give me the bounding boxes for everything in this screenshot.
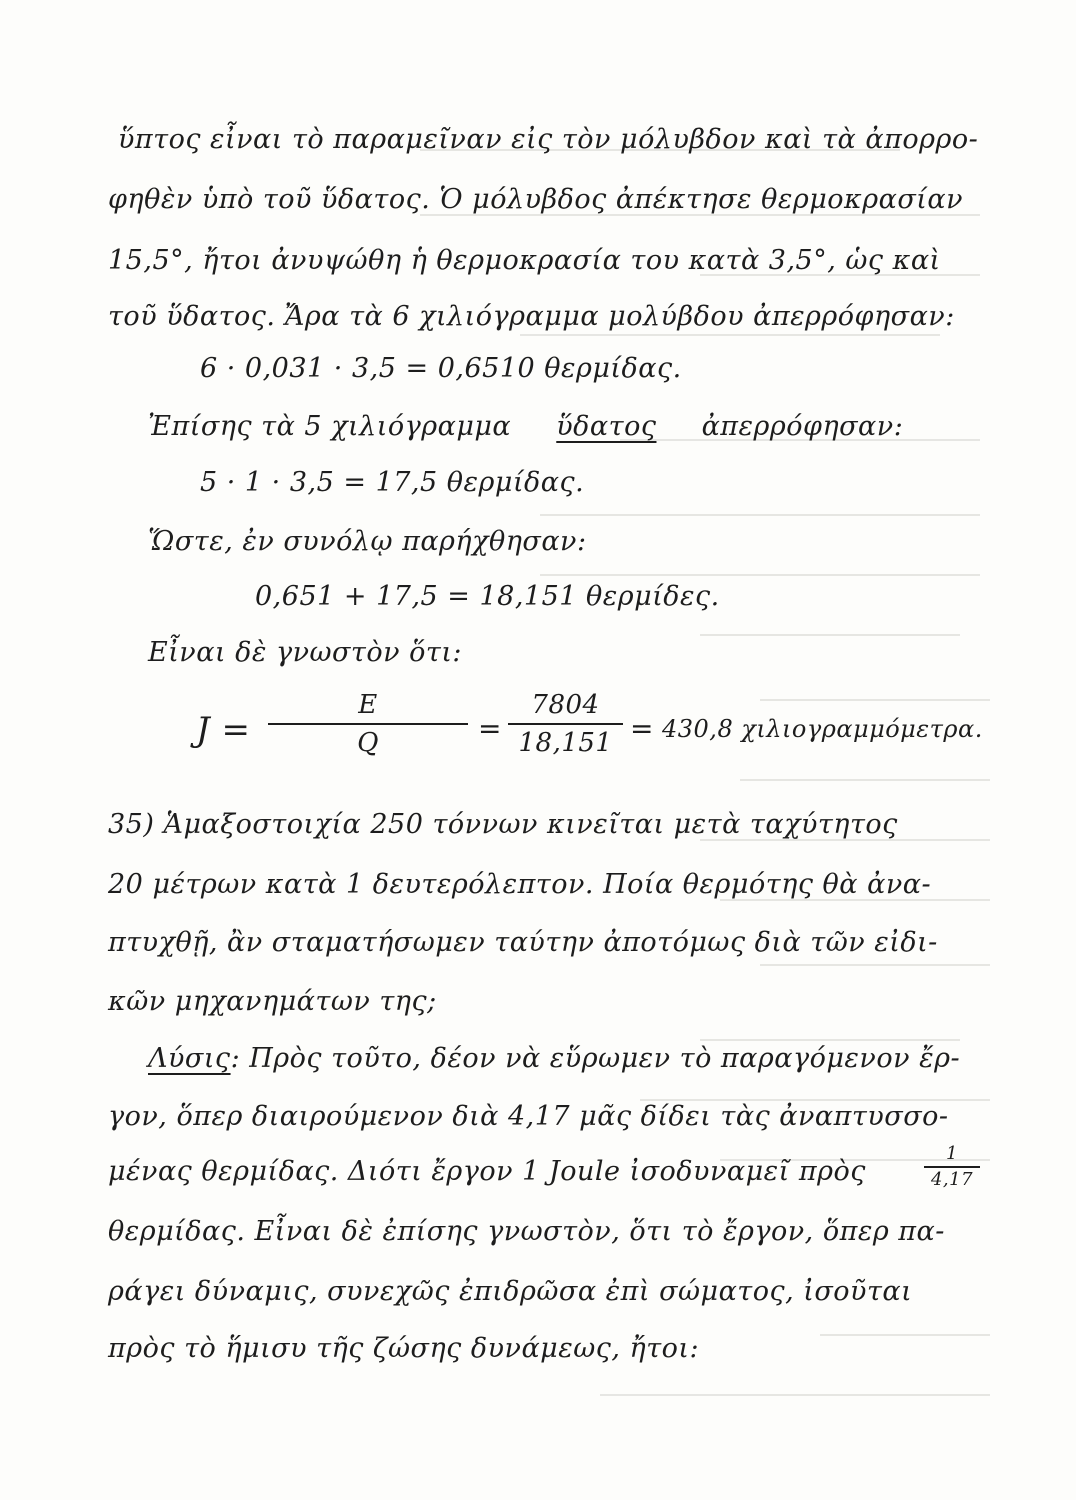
text-line-15: κῶν μηχανημάτων της; [108, 986, 437, 1017]
equation-lhs: J = [196, 710, 251, 750]
text-line-17: γον, ὅπερ διαιρούμενον διὰ 4,17 μᾶς δίδει τὰς ἀναπτυσσο- [108, 1101, 949, 1132]
equation-result: 430,8 χιλιογραμμόμετρα. [662, 715, 983, 743]
text-line-19: θερμίδας. Εἶναι δὲ ἐπίσης γνωστὸν, ὅτι τὸ ἔργον, ὅπερ πα- [108, 1216, 945, 1247]
fraction-bar [924, 1166, 980, 1168]
fraction-bar [508, 723, 623, 725]
text-line-5-calculation: 6 · 0,031 · 3,5 = 0,6510 θερμίδας. [200, 353, 682, 384]
equation-equals-2: = [478, 712, 502, 745]
equation-fraction-numeric [508, 690, 623, 758]
fraction-bar [268, 723, 468, 725]
equation-numerator-7804: 7804 [531, 690, 600, 720]
text-line-13: 20 μέτρων κατὰ 1 δευτερόλεπτον. Ποία θερμότης θὰ ἀνα- [108, 869, 932, 900]
text-line-3: 15,5°, ἤτοι ἀνυψώθη ἡ θερμοκρασία του κατὰ 3,5°, ὡς καὶ [108, 245, 941, 276]
text-line-18: μένας θερμίδας. Διότι ἔργον 1 Joule ἰσοδυναμεῖ πρὸς [108, 1156, 866, 1187]
text-line-1: ὕπτος εἶναι τὸ παραμεῖναν εἰς τὸν μόλυβδον καὶ τὰ ἀπορρο- [118, 124, 979, 155]
text-line-12-problem-35: 35) Ἁμαξοστοιχία 250 τόννων κινεῖται μετὰ ταχύτητος [108, 809, 898, 840]
equation-equals-3: = [630, 712, 654, 745]
text-line-10: Εἶναι δὲ γνωστὸν ὅτι: [148, 637, 462, 668]
text-line-2: φηθὲν ὑπὸ τοῦ ὕδατος. Ὁ μόλυβδος ἀπέκτησε θερμοκρασίαν [108, 184, 964, 215]
text-line-6-part-a: Ἐπίσης τὰ 5 χιλιόγραμμα [148, 411, 512, 442]
text-line-9-sum: 0,651 + 17,5 = 18,151 θερμίδες. [255, 581, 720, 612]
joule-fraction-numerator: 1 [946, 1143, 958, 1164]
text-line-4: τοῦ ὕδατος. Ἄρα τὰ 6 χιλιόγραμμα μολύβδου ἀπερρόφησαν: [108, 301, 955, 332]
equation-numerator-e: E [358, 690, 378, 720]
text-line-16 [148, 1042, 960, 1076]
text-line-8: Ὥστε, ἐν συνόλῳ παρήχθησαν: [148, 526, 587, 557]
text-line-21: πρὸς τὸ ἥμισυ τῆς ζώσης δυνάμεως, ἤτοι: [108, 1333, 700, 1364]
equation-fraction-e-over-q [268, 690, 468, 758]
text-line-6 [148, 410, 903, 444]
text-line-20: ράγει δύναμις, συνεχῶς ἐπιδρῶσα ἐπὶ σώματος, ἰσοῦται [108, 1276, 913, 1307]
text-line-16-rest: : Πρὸς τοῦτο, δέον νὰ εὕρωμεν τὸ παραγόμενον ἔρ- [230, 1043, 961, 1074]
solution-label: Λύσις [148, 1043, 231, 1074]
text-line-6-part-c: ἀπερρόφησαν: [701, 411, 904, 442]
text-line-7-calculation: 5 · 1 · 3,5 = 17,5 θερμίδας. [200, 467, 585, 498]
equation-denominator-18151: 18,151 [518, 728, 613, 758]
text-line-6-underlined-water: ὕδατος [556, 411, 657, 442]
equation-denominator-q: Q [357, 728, 379, 758]
joule-fraction-denominator: 4,17 [930, 1169, 974, 1190]
text-line-14: πτυχθῇ, ἂν σταματήσωμεν ταύτην ἀποτόμως διὰ τῶν εἰδι- [108, 927, 938, 958]
joule-fraction [924, 1144, 980, 1190]
